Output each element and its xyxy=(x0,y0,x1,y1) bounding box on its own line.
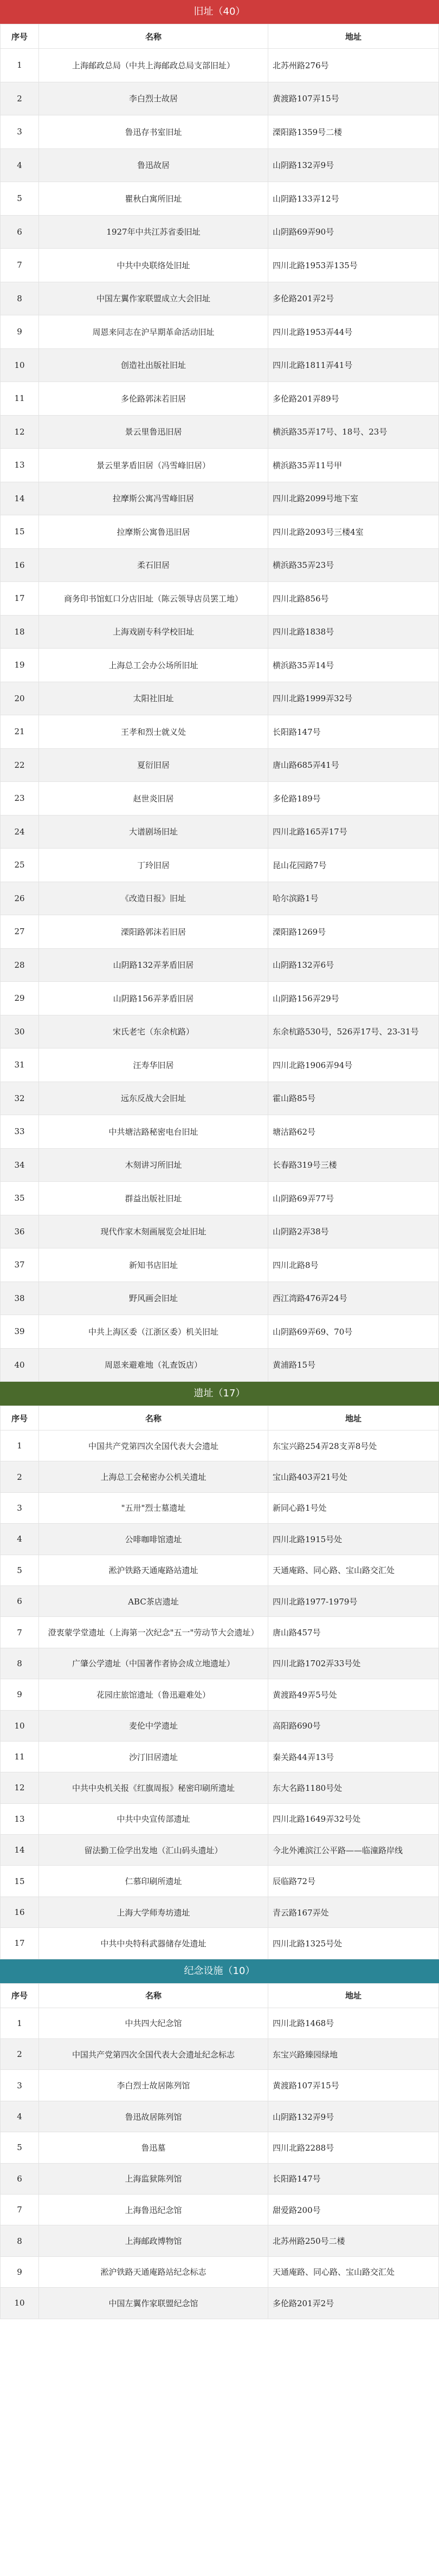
table-row xyxy=(1,182,439,216)
table-row xyxy=(1,1585,439,1616)
site-address: 长阳路147号 xyxy=(268,715,439,749)
site-address: 四川北路1702弄33号处 xyxy=(268,1648,439,1679)
site-name: 多伦路郭沫若旧居 xyxy=(39,382,268,416)
table-row xyxy=(1,482,439,515)
site-name: 现代作家木刻画展览会址旧址 xyxy=(39,1215,268,1248)
site-address: 秦关路44弄13号 xyxy=(268,1741,439,1772)
site-name: 中国左翼作家联盟纪念馆 xyxy=(39,2288,268,2319)
site-name: 上海大学师寿坊遗址 xyxy=(39,1897,268,1927)
row-number: 5 xyxy=(1,2132,39,2163)
site-address: 四川北路1915号处 xyxy=(268,1524,439,1555)
table-row xyxy=(1,882,439,915)
table-row xyxy=(1,1348,439,1382)
row-number: 19 xyxy=(1,649,39,682)
table-row xyxy=(1,2101,439,2132)
table-row xyxy=(1,582,439,616)
section-table xyxy=(0,24,439,1382)
site-name: 麦伦中学遗址 xyxy=(39,1710,268,1741)
site-name: 中共中央联络处旧址 xyxy=(39,249,268,282)
row-number: 16 xyxy=(1,548,39,582)
section-title: 纪念设施（10） xyxy=(0,1959,439,1983)
table-row xyxy=(1,1492,439,1523)
row-number: 36 xyxy=(1,1215,39,1248)
site-name: 周恩来避难地（礼查饭店） xyxy=(39,1348,268,1382)
row-number: 3 xyxy=(1,115,39,149)
site-address: 霍山路85号 xyxy=(268,1082,439,1115)
table-row xyxy=(1,2194,439,2225)
site-address: 横浜路35弄14号 xyxy=(268,649,439,682)
site-name: 中共上海区委（江浙区委）机关旧址 xyxy=(39,1315,268,1349)
site-address: 横浜路35弄23号 xyxy=(268,548,439,582)
site-address: 山阴路69弄90号 xyxy=(268,215,439,249)
site-address: 东余杭路530号，526弄17号、23-31号 xyxy=(268,1015,439,1048)
row-number: 5 xyxy=(1,1555,39,1585)
site-name: 汪寿华旧居 xyxy=(39,1048,268,1082)
row-number: 34 xyxy=(1,1148,39,1182)
table-row xyxy=(1,49,439,82)
row-number: 4 xyxy=(1,148,39,182)
section-table xyxy=(0,1406,439,1959)
table-row xyxy=(1,1015,439,1048)
row-number: 17 xyxy=(1,582,39,616)
site-name: 群益出版社旧址 xyxy=(39,1182,268,1215)
table-row xyxy=(1,82,439,115)
site-address: 四川北路1953弄44号 xyxy=(268,315,439,349)
site-address: 四川北路1999弄32号 xyxy=(268,682,439,715)
site-name: 淞沪铁路天通庵路站纪念标志 xyxy=(39,2256,268,2287)
table-row xyxy=(1,948,439,982)
site-address: 甜爱路200号 xyxy=(268,2194,439,2225)
site-name: 上海监狱陈列馆 xyxy=(39,2163,268,2194)
site-address: 山阴路132弄9号 xyxy=(268,148,439,182)
row-number: 29 xyxy=(1,982,39,1015)
site-address: 四川北路1977-1979号 xyxy=(268,1585,439,1616)
site-address: 塘沽路62号 xyxy=(268,1115,439,1149)
site-name: 创造社出版社旧址 xyxy=(39,348,268,382)
site-name: 商务印书馆虹口分店旧址（陈云领导店员罢工地） xyxy=(39,582,268,616)
site-address: 山阴路69弄69、70号 xyxy=(268,1315,439,1349)
table-row xyxy=(1,649,439,682)
row-number: 32 xyxy=(1,1082,39,1115)
table-row xyxy=(1,1461,439,1492)
site-name: 柔石旧居 xyxy=(39,548,268,582)
row-number: 9 xyxy=(1,1679,39,1710)
site-address: 多伦路189号 xyxy=(268,782,439,815)
row-number: 18 xyxy=(1,615,39,649)
row-number: 10 xyxy=(1,1710,39,1741)
site-name: 大谱剧场旧址 xyxy=(39,815,268,849)
site-address: 四川北路8号 xyxy=(268,1248,439,1282)
site-name: 中共塘沽路秘密电台旧址 xyxy=(39,1115,268,1149)
table-row xyxy=(1,782,439,815)
site-name: 丁玲旧居 xyxy=(39,849,268,882)
site-name: 花园庄旅馆遗址（鲁迅避难处） xyxy=(39,1679,268,1710)
site-address: 溧阳路1359号二楼 xyxy=(268,115,439,149)
site-name: 新知书店旧址 xyxy=(39,1248,268,1282)
site-address: 黄浦路15号 xyxy=(268,1348,439,1382)
table-row xyxy=(1,748,439,782)
site-name: 太阳社旧址 xyxy=(39,682,268,715)
row-number: 1 xyxy=(1,49,39,82)
site-name: 中共四大纪念馆 xyxy=(39,2008,268,2038)
row-number: 9 xyxy=(1,315,39,349)
table-row xyxy=(1,1679,439,1710)
site-name: 中国共产党第四次全国代表大会遗址纪念标志 xyxy=(39,2039,268,2070)
site-name: 李白烈士故居陈列馆 xyxy=(39,2070,268,2101)
column-header-address: 地址 xyxy=(268,1406,439,1431)
column-header-no: 序号 xyxy=(1,1406,39,1431)
site-address: 横浜路35弄11号甲 xyxy=(268,449,439,482)
table-row xyxy=(1,1555,439,1585)
row-number: 6 xyxy=(1,2163,39,2194)
row-number: 10 xyxy=(1,2288,39,2319)
site-name: 中国共产党第四次全国代表大会遗址 xyxy=(39,1431,268,1461)
site-name: 拉摩斯公寓鲁迅旧居 xyxy=(39,515,268,549)
site-name: 鲁迅墓 xyxy=(39,2132,268,2163)
row-number: 4 xyxy=(1,1524,39,1555)
site-name: 景云里茅盾旧居（冯雪峰旧居） xyxy=(39,449,268,482)
site-address: 四川北路1953弄135号 xyxy=(268,249,439,282)
site-address: 四川北路2099号地下室 xyxy=(268,482,439,515)
site-name: 广肇公学遗址（中国著作者协会成立地遗址） xyxy=(39,1648,268,1679)
site-address: 青云路167弄处 xyxy=(268,1897,439,1927)
site-address: 东大名路1180号处 xyxy=(268,1772,439,1803)
site-name: 公啡咖啡馆遗址 xyxy=(39,1524,268,1555)
site-name: 留法勤工俭学出发地（汇山码头遗址） xyxy=(39,1835,268,1866)
table-row xyxy=(1,1315,439,1349)
row-number: 11 xyxy=(1,382,39,416)
row-number: 20 xyxy=(1,682,39,715)
site-address: 新同心路1号处 xyxy=(268,1492,439,1523)
table-row xyxy=(1,982,439,1015)
site-name: 澄衷蒙学堂遗址（上海第一次纪念"五一"劳动节大会遗址） xyxy=(39,1617,268,1648)
site-address: 四川北路2093号三楼4室 xyxy=(268,515,439,549)
site-address: 四川北路1811弄41号 xyxy=(268,348,439,382)
site-name: 王孝和烈士就义处 xyxy=(39,715,268,749)
site-name: 拉摩斯公寓冯雪峰旧居 xyxy=(39,482,268,515)
row-number: 33 xyxy=(1,1115,39,1149)
row-number: 28 xyxy=(1,948,39,982)
site-address: 黄渡路49弄5号处 xyxy=(268,1679,439,1710)
column-header-name: 名称 xyxy=(39,1406,268,1431)
row-number: 7 xyxy=(1,249,39,282)
row-number: 11 xyxy=(1,1741,39,1772)
site-name: 中国左翼作家联盟成立大会旧址 xyxy=(39,282,268,315)
site-address: 唐山路457号 xyxy=(268,1617,439,1648)
row-number: 12 xyxy=(1,1772,39,1803)
row-number: 2 xyxy=(1,2039,39,2070)
row-number: 14 xyxy=(1,1835,39,1866)
table-header-row xyxy=(1,1406,439,1431)
site-name: 李白烈士故居 xyxy=(39,82,268,115)
site-name: 1927年中共江苏省委旧址 xyxy=(39,215,268,249)
table-row xyxy=(1,1148,439,1182)
table-row xyxy=(1,682,439,715)
site-address: 多伦路201弄89号 xyxy=(268,382,439,416)
site-address: 辰临路72号 xyxy=(268,1866,439,1897)
row-number: 6 xyxy=(1,1585,39,1616)
row-number: 4 xyxy=(1,2101,39,2132)
table-header-row xyxy=(1,1983,439,2008)
site-name: 夏衍旧居 xyxy=(39,748,268,782)
site-address: 四川北路856号 xyxy=(268,582,439,616)
row-number: 2 xyxy=(1,1461,39,1492)
section-table xyxy=(0,1983,439,2319)
table-row xyxy=(1,548,439,582)
row-number: 24 xyxy=(1,815,39,849)
table-row xyxy=(1,2039,439,2070)
row-number: 10 xyxy=(1,348,39,382)
site-address: 今北外滩滨江公平路——临潼路岸线 xyxy=(268,1835,439,1866)
section-title: 遗址（17） xyxy=(0,1382,439,1406)
site-address: 山阴路2弄38号 xyxy=(268,1215,439,1248)
site-address: 四川北路1906弄94号 xyxy=(268,1048,439,1082)
site-address: 天通庵路、同心路、宝山路交汇处 xyxy=(268,2256,439,2287)
site-address: 唐山路685弄41号 xyxy=(268,748,439,782)
site-name: 上海邮政总局（中共上海邮政总局支部旧址） xyxy=(39,49,268,82)
row-number: 27 xyxy=(1,915,39,949)
site-name: 远东反战大会旧址 xyxy=(39,1082,268,1115)
table-row xyxy=(1,1431,439,1461)
site-address: 四川北路1838号 xyxy=(268,615,439,649)
site-address: 东宝兴路臻园绿地 xyxy=(268,2039,439,2070)
table-row xyxy=(1,1115,439,1149)
site-name: 鲁迅存书室旧址 xyxy=(39,115,268,149)
table-row xyxy=(1,1082,439,1115)
site-name: 鲁迅故居 xyxy=(39,148,268,182)
table-row xyxy=(1,1803,439,1834)
column-header-name: 名称 xyxy=(39,1983,268,2008)
site-address: 宝山路403弄21号处 xyxy=(268,1461,439,1492)
table-row xyxy=(1,715,439,749)
site-name: 《改造日报》旧址 xyxy=(39,882,268,915)
table-row xyxy=(1,382,439,416)
site-name: 赵世炎旧居 xyxy=(39,782,268,815)
table-row xyxy=(1,1524,439,1555)
site-name: ABC茶店遗址 xyxy=(39,1585,268,1616)
site-name: 淞沪铁路天通庵路站遗址 xyxy=(39,1555,268,1585)
site-address: 天通庵路、同心路、宝山路交汇处 xyxy=(268,1555,439,1585)
table-row xyxy=(1,315,439,349)
table-row xyxy=(1,1281,439,1315)
row-number: 6 xyxy=(1,215,39,249)
site-address: 四川北路2288号 xyxy=(268,2132,439,2163)
row-number: 35 xyxy=(1,1182,39,1215)
site-address: 四川北路165弄17号 xyxy=(268,815,439,849)
table-row xyxy=(1,348,439,382)
row-number: 1 xyxy=(1,2008,39,2038)
table-row xyxy=(1,1710,439,1741)
table-row xyxy=(1,2256,439,2287)
row-number: 38 xyxy=(1,1281,39,1315)
table-row xyxy=(1,2163,439,2194)
table-row xyxy=(1,1648,439,1679)
row-number: 13 xyxy=(1,1803,39,1834)
site-address: 横浜路35弄17号、18号、23号 xyxy=(268,415,439,449)
site-name: "五卅"烈士墓遗址 xyxy=(39,1492,268,1523)
table-row xyxy=(1,215,439,249)
site-address: 黄渡路107弄15号 xyxy=(268,2070,439,2101)
row-number: 15 xyxy=(1,515,39,549)
table-row xyxy=(1,1182,439,1215)
site-name: 瞿秋白寓所旧址 xyxy=(39,182,268,216)
row-number: 8 xyxy=(1,2225,39,2256)
site-address: 山阴路132弄6号 xyxy=(268,948,439,982)
table-row xyxy=(1,148,439,182)
site-address: 山阴路133弄12号 xyxy=(268,182,439,216)
site-name: 中共中央宣传部遗址 xyxy=(39,1803,268,1834)
row-number: 21 xyxy=(1,715,39,749)
table-row xyxy=(1,282,439,315)
column-header-address: 地址 xyxy=(268,24,439,49)
row-number: 30 xyxy=(1,1015,39,1048)
row-number: 12 xyxy=(1,415,39,449)
table-row xyxy=(1,2070,439,2101)
row-number: 39 xyxy=(1,1315,39,1349)
site-address: 哈尔滨路1号 xyxy=(268,882,439,915)
row-number: 3 xyxy=(1,1492,39,1523)
site-name: 野风画会旧址 xyxy=(39,1281,268,1315)
site-address: 北苏州路250号二楼 xyxy=(268,2225,439,2256)
table-row xyxy=(1,849,439,882)
site-address: 高阳路690号 xyxy=(268,1710,439,1741)
row-number: 8 xyxy=(1,1648,39,1679)
table-row xyxy=(1,1897,439,1927)
table-row xyxy=(1,1215,439,1248)
table-row xyxy=(1,2288,439,2319)
table-header-row xyxy=(1,24,439,49)
table-row xyxy=(1,415,439,449)
table-row xyxy=(1,815,439,849)
row-number: 8 xyxy=(1,282,39,315)
table-row xyxy=(1,2008,439,2038)
site-address: 四川北路1468号 xyxy=(268,2008,439,2038)
row-number: 2 xyxy=(1,82,39,115)
row-number: 23 xyxy=(1,782,39,815)
site-name: 仁慕印刷所遗址 xyxy=(39,1866,268,1897)
site-address: 溧阳路1269号 xyxy=(268,915,439,949)
column-header-name: 名称 xyxy=(39,24,268,49)
table-row xyxy=(1,1772,439,1803)
site-name: 周恩来同志在沪早期革命活动旧址 xyxy=(39,315,268,349)
section-title: 旧址（40） xyxy=(0,0,439,24)
row-number: 1 xyxy=(1,1431,39,1461)
column-header-no: 序号 xyxy=(1,1983,39,2008)
site-name: 上海总工会秘密办公机关遗址 xyxy=(39,1461,268,1492)
row-number: 40 xyxy=(1,1348,39,1382)
table-row xyxy=(1,1741,439,1772)
table-row xyxy=(1,1617,439,1648)
site-name: 上海邮政博物馆 xyxy=(39,2225,268,2256)
site-name: 木刻讲习所旧址 xyxy=(39,1148,268,1182)
site-address: 北苏州路276号 xyxy=(268,49,439,82)
site-address: 长春路319号三楼 xyxy=(268,1148,439,1182)
site-address: 长阳路147号 xyxy=(268,2163,439,2194)
site-address: 山阴路132弄9号 xyxy=(268,2101,439,2132)
row-number: 15 xyxy=(1,1866,39,1897)
table-row xyxy=(1,1866,439,1897)
site-name: 沙汀旧居遗址 xyxy=(39,1741,268,1772)
site-address: 西江湾路476弄24号 xyxy=(268,1281,439,1315)
site-address: 四川北路1325号处 xyxy=(268,1928,439,1959)
row-number: 9 xyxy=(1,2256,39,2287)
site-name: 上海鲁迅纪念馆 xyxy=(39,2194,268,2225)
row-number: 7 xyxy=(1,2194,39,2225)
site-address: 黄渡路107弄15号 xyxy=(268,82,439,115)
row-number: 31 xyxy=(1,1048,39,1082)
row-number: 5 xyxy=(1,182,39,216)
site-address: 昆山花园路7号 xyxy=(268,849,439,882)
row-number: 22 xyxy=(1,748,39,782)
row-number: 17 xyxy=(1,1928,39,1959)
table-row xyxy=(1,249,439,282)
table-row xyxy=(1,1835,439,1866)
table-row xyxy=(1,1248,439,1282)
table-row xyxy=(1,1048,439,1082)
row-number: 16 xyxy=(1,1897,39,1927)
site-name: 溧阳路郭沫若旧居 xyxy=(39,915,268,949)
table-row xyxy=(1,515,439,549)
table-row xyxy=(1,915,439,949)
site-address: 多伦路201弄2号 xyxy=(268,282,439,315)
row-number: 13 xyxy=(1,449,39,482)
site-name: 山阴路132弄茅盾旧居 xyxy=(39,948,268,982)
table-row xyxy=(1,615,439,649)
site-name: 宋氏老宅（东余杭路） xyxy=(39,1015,268,1048)
row-number: 3 xyxy=(1,2070,39,2101)
site-name: 上海戏剧专科学校旧址 xyxy=(39,615,268,649)
site-name: 中共中央特科武器储存处遗址 xyxy=(39,1928,268,1959)
column-header-no: 序号 xyxy=(1,24,39,49)
site-name: 中共中央机关报《红旗周报》秘密印刷所遗址 xyxy=(39,1772,268,1803)
site-address: 东宝兴路254弄28支弄8号处 xyxy=(268,1431,439,1461)
row-number: 37 xyxy=(1,1248,39,1282)
table-row xyxy=(1,2132,439,2163)
row-number: 26 xyxy=(1,882,39,915)
table-row xyxy=(1,449,439,482)
site-name: 景云里鲁迅旧居 xyxy=(39,415,268,449)
row-number: 25 xyxy=(1,849,39,882)
table-row xyxy=(1,1928,439,1959)
site-address: 四川北路1649弄32号处 xyxy=(268,1803,439,1834)
column-header-address: 地址 xyxy=(268,1983,439,2008)
site-address: 山阴路156弄29号 xyxy=(268,982,439,1015)
site-name: 鲁迅故居陈列馆 xyxy=(39,2101,268,2132)
row-number: 14 xyxy=(1,482,39,515)
site-address: 多伦路201弄2号 xyxy=(268,2288,439,2319)
table-row xyxy=(1,2225,439,2256)
site-address: 山阴路69弄77号 xyxy=(268,1182,439,1215)
site-name: 上海总工会办公场所旧址 xyxy=(39,649,268,682)
site-name: 山阴路156弄茅盾旧居 xyxy=(39,982,268,1015)
row-number: 7 xyxy=(1,1617,39,1648)
table-row xyxy=(1,115,439,149)
